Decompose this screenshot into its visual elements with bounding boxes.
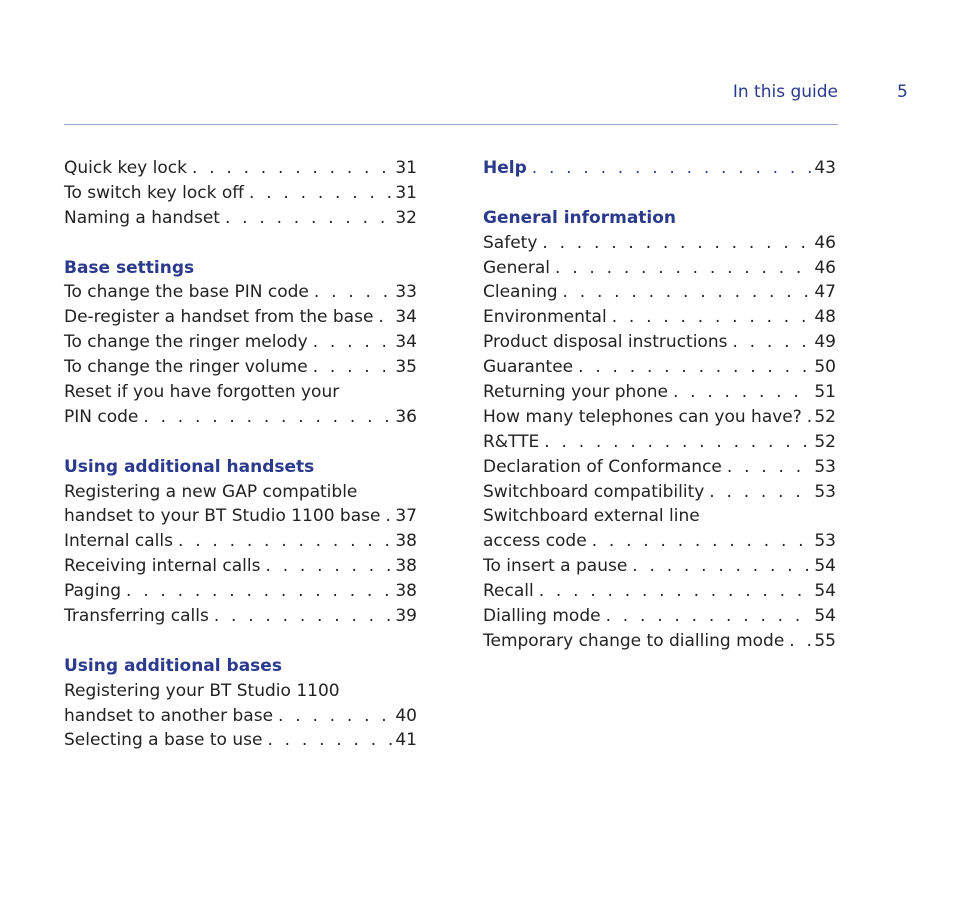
toc-entry-label: Receiving internal calls: [64, 556, 261, 577]
toc-entry[interactable]: [483, 529, 836, 554]
dot-leader: [807, 405, 813, 430]
toc-entry-label: handset to your BT Studio 1100 base: [64, 506, 381, 527]
dot-leader: [592, 529, 813, 554]
dot-leader: [673, 380, 812, 405]
section-gap: [64, 430, 417, 455]
toc-entry[interactable]: [483, 629, 836, 654]
toc-entry-label: PIN code: [64, 406, 139, 427]
dot-leader: [314, 280, 393, 305]
dot-leader: [542, 231, 812, 256]
toc-entry[interactable]: [64, 405, 417, 430]
header-rule: [64, 124, 838, 125]
toc-entry-label: Internal calls: [64, 531, 173, 552]
toc-entry-label: Safety: [483, 232, 538, 253]
toc-entry-help[interactable]: [483, 156, 836, 181]
toc-entry-page: 47: [814, 282, 836, 303]
toc-entry-page: 46: [814, 232, 836, 253]
toc-entry-page: 52: [814, 431, 836, 452]
dot-leader: [267, 728, 393, 753]
toc-entry-label: How many telephones can you have?: [483, 406, 802, 427]
toc-entry-page: 41: [395, 730, 417, 751]
toc-entry-page: 33: [395, 282, 417, 303]
toc-entry-page: 40: [395, 705, 417, 726]
toc-entry-page: 46: [814, 257, 836, 278]
toc-entry[interactable]: [64, 181, 417, 206]
toc-entry-page: 31: [395, 182, 417, 203]
dot-leader: [313, 330, 394, 355]
toc-entry[interactable]: [483, 330, 836, 355]
toc-entry-label: De-register a handset from the base: [64, 307, 374, 328]
dot-leader: [612, 305, 813, 330]
toc-entry[interactable]: [64, 728, 417, 753]
dot-leader: [266, 554, 394, 579]
toc-entry[interactable]: [64, 604, 417, 629]
toc-entry-label: Dialling mode: [483, 606, 601, 627]
toc-entry-first-line[interactable]: Registering your BT Studio 1100: [64, 680, 340, 701]
toc-entry[interactable]: [64, 504, 417, 529]
dot-leader: [278, 704, 393, 729]
dot-leader: [709, 480, 812, 505]
toc-entry[interactable]: [64, 704, 417, 729]
toc-entry-label: Quick key lock: [64, 158, 187, 178]
dot-leader: [378, 305, 393, 330]
toc-entry-page: 38: [395, 581, 417, 602]
toc-entry-page: 38: [395, 556, 417, 577]
dot-leader: [126, 579, 393, 604]
toc-entry-page: 32: [395, 207, 417, 228]
toc-entry-page: 37: [395, 506, 417, 527]
dot-leader: [563, 280, 813, 305]
toc-entry-label: Temporary change to dialling mode: [483, 630, 785, 651]
toc-entry-page: 49: [814, 332, 836, 353]
toc-entry-first-line[interactable]: Reset if you have forgotten your: [64, 382, 340, 403]
toc-entry-page: 34: [395, 332, 417, 353]
toc-entry-first-line[interactable]: Registering a new GAP compatible: [64, 481, 358, 502]
toc-entry-label: Switchboard compatibility: [483, 481, 705, 502]
section-gap: [64, 629, 417, 654]
toc-entry[interactable]: [64, 305, 417, 330]
toc-entry[interactable]: [483, 579, 836, 604]
toc-entry-label: Returning your phone: [483, 382, 668, 403]
dot-leader: [578, 355, 812, 380]
toc-entry-page: 34: [395, 307, 417, 328]
dot-leader: [143, 405, 393, 430]
dot-leader: [632, 554, 812, 579]
toc-entry-label: Product disposal instructions: [483, 332, 728, 353]
dot-leader: [225, 206, 393, 231]
toc-entry-label: Cleaning: [483, 282, 558, 303]
toc-entry[interactable]: [64, 330, 417, 355]
toc-entry-label: Transferring calls: [64, 606, 209, 627]
toc-entry-label: Help: [483, 158, 527, 178]
section-heading-base-settings: Base settings: [64, 257, 195, 278]
toc-entry-label: access code: [483, 531, 587, 552]
dot-leader: [789, 629, 812, 654]
toc-entry-label: General: [483, 257, 550, 278]
toc-entry[interactable]: [483, 231, 836, 256]
toc-entry[interactable]: [64, 156, 417, 181]
toc-entry-label: Selecting a base to use: [64, 730, 263, 751]
toc-entry-page: 36: [395, 406, 417, 427]
toc-entry-page: 53: [814, 456, 836, 477]
toc-entry-label: To change the ringer volume: [64, 357, 308, 378]
section-gap: [483, 181, 836, 206]
dot-leader: [544, 430, 812, 455]
toc-entry-page: 31: [395, 158, 417, 178]
dot-leader: [606, 604, 813, 629]
toc-entry-page: 54: [814, 606, 836, 627]
toc-entry-page: 50: [814, 357, 836, 378]
toc-entry[interactable]: [483, 554, 836, 579]
toc-entry-label: Naming a handset: [64, 207, 220, 228]
toc-entry[interactable]: [64, 579, 417, 604]
toc-entry-label: To insert a pause: [483, 556, 628, 577]
header-title: In this guide: [732, 82, 838, 102]
toc-entry-first-line[interactable]: Switchboard external line: [483, 506, 700, 527]
toc-entry-label: Recall: [483, 581, 534, 602]
dot-leader: [555, 256, 812, 281]
toc-entry-page: 54: [814, 581, 836, 602]
toc-entry[interactable]: [483, 305, 836, 330]
dot-leader: [727, 455, 812, 480]
toc-entry-label: Declaration of Conformance: [483, 456, 722, 477]
section-heading-additional-bases: Using additional bases: [64, 655, 282, 676]
toc-entry[interactable]: [483, 480, 836, 505]
toc-entry-page: 51: [814, 382, 836, 403]
toc-entry-page: 54: [814, 556, 836, 577]
dot-leader: [313, 355, 394, 380]
dot-leader: [532, 156, 813, 181]
toc-entry[interactable]: [64, 554, 417, 579]
toc-entry-label: R&TTE: [483, 431, 540, 452]
toc-entry-label: Guarantee: [483, 357, 574, 378]
section-gap: [64, 231, 417, 256]
toc-entry-label: Environmental: [483, 307, 607, 328]
dot-leader: [249, 181, 393, 206]
toc-entry[interactable]: [64, 529, 417, 554]
toc-entry-page: 39: [395, 606, 417, 627]
toc-entry-label: To change the ringer melody: [64, 332, 308, 353]
toc-entry[interactable]: [64, 355, 417, 380]
toc-entry[interactable]: [483, 280, 836, 305]
dot-leader: [539, 579, 813, 604]
toc-entry-page: 55: [814, 630, 836, 651]
toc-entry-label: To switch key lock off: [64, 182, 244, 203]
toc-entry[interactable]: [483, 604, 836, 629]
toc-entry[interactable]: [483, 430, 836, 455]
toc-right-column: [483, 156, 836, 654]
toc-entry-page: 35: [395, 357, 417, 378]
toc-entry-page: 48: [814, 307, 836, 328]
toc-entry[interactable]: [483, 256, 836, 281]
toc-entry[interactable]: [483, 405, 836, 430]
section-heading-additional-handsets: Using additional handsets: [64, 456, 315, 477]
toc-entry[interactable]: [64, 206, 417, 231]
toc-entry-label: handset to another base: [64, 705, 274, 726]
toc-entry[interactable]: [483, 380, 836, 405]
toc-entry-page: 52: [814, 406, 836, 427]
toc-entry-label: To change the base PIN code: [64, 282, 309, 303]
dot-leader: [178, 529, 393, 554]
toc-left-column: [64, 156, 417, 753]
dot-leader: [385, 504, 393, 529]
page-number: 5: [897, 82, 908, 102]
toc-entry-page: 38: [395, 531, 417, 552]
toc-entry[interactable]: [64, 280, 417, 305]
toc-entry[interactable]: [483, 355, 836, 380]
toc-entry-page: 53: [814, 531, 836, 552]
toc-entry-label: Paging: [64, 581, 121, 602]
toc-entry[interactable]: [483, 455, 836, 480]
section-heading-general-information: General information: [483, 207, 677, 228]
dot-leader: [214, 604, 394, 629]
dot-leader: [192, 156, 393, 181]
dot-leader: [732, 330, 812, 355]
toc-entry-page: 43: [814, 158, 836, 178]
page-header: [0, 82, 954, 106]
toc-entry-page: 53: [814, 481, 836, 502]
